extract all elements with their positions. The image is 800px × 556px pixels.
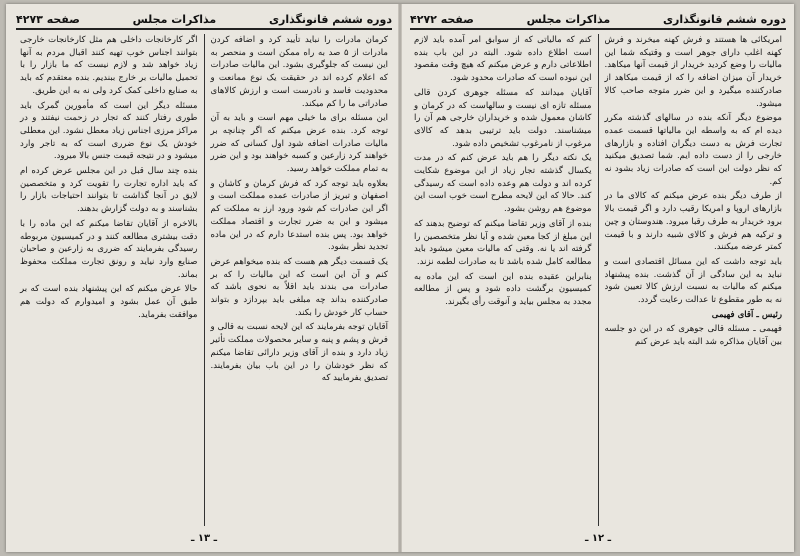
paragraph: این مسئله برای ما خیلی مهم است و باید به آن توجه کرد. بنده عرض میکنم که اگر چنانچه بر مالیات صادرات اضافه شود اول کسانی که ضرر خواهند کرد زارعین و کسبه خواهند بود و این ضرر به تمام مملکت خواهد رسید. bbox=[210, 113, 388, 175]
paragraph: بعلاوه باید توجه کرد که فرش کرمان و کاشان و اصفهان و تبریز از صادرات عمده مملکت است و اگر این صادرات کم شود ورود ارز به مملکت کم میشود و این به ضرر تجارت و اقتصاد مملکت خواهد بود. پس بنده استدعا دارم که در این ماده تجدید نظر بشود. bbox=[210, 178, 388, 253]
text-columns bbox=[410, 34, 786, 526]
paragraph: کنم که مالیاتی که از سوابق امر آمده باید لازم است اطلاع داده شود. البته در این باب بنده اطلاعاتی دارم و عرض میکنم که هیچ وقت مقصود این نبوده است که صادرات محدود شود. bbox=[414, 35, 592, 84]
paragraph: مسئله دیگر این است که مأمورین گمرک باید طوری رفتار کنند که تجار در زحمت نیفتند و در مراکز مرزی اجناس زیاد معطل نشود. این معطلی خودش یک نوع ضرری است که به تاجر وارد میشود و در نتیجه قیمت جنس بالا میرود. bbox=[20, 100, 198, 162]
running-head bbox=[16, 10, 392, 28]
column-left bbox=[410, 34, 596, 526]
publication-title: مذاکرات مجلس bbox=[526, 12, 611, 26]
book-gutter bbox=[398, 4, 402, 552]
paragraph: آقایان میدانند که مسئله جوهری کردن قالی مسئله تازه ای نیست و سالهاست که در کرمان و کاشان معمول شده و خریداران خارجی هم آن را میشناسند. دولت باید ترتیبی بدهد که کالای مرغوب از نامرغوب تشخیص داده شود. bbox=[414, 87, 592, 149]
column-divider bbox=[598, 34, 599, 526]
paragraph: یک نکته دیگر را هم باید عرض کنم که در مدت یکسال گذشته تجار زیاد از این موضوع شکایت کرده اند و دولت هم وعده داده است که رسیدگی کند. حالا که این لایحه مطرح است خوب است این موضوع هم روشن بشود. bbox=[414, 153, 592, 215]
paragraph: حالا عرض میکنم که این پیشنهاد بنده است که بر طبق آن عمل بشود و امیدوارم که دولت هم موافقت بفرماید. bbox=[20, 284, 198, 320]
right-page bbox=[406, 4, 790, 552]
column-divider bbox=[204, 34, 205, 526]
speaker-line: رئیس ـ آقای فهیمی bbox=[711, 309, 782, 320]
page-number: صفحه ۴۲۷۲ bbox=[410, 12, 474, 26]
session-label: دوره ششم قانونگذاری bbox=[662, 12, 786, 26]
document-spread bbox=[6, 4, 794, 552]
column-right bbox=[207, 34, 393, 526]
paragraph: بنابراین عقیده بنده این است که این ماده به کمیسیون برگشت داده شود و پس از مطالعه مجدد به مجلس بیاید و آنوقت رأی بگیرند. bbox=[414, 271, 592, 308]
header-rule bbox=[16, 28, 392, 30]
paragraph: بنده از آقای وزیر تقاضا میکنم که توضیح بدهند که این مبلغ از کجا معین شده و آیا نظر متخصصین را گرفته اند یا نه. وقتی که مالیات معین میشود باید مطالعه کامل شده باشد تا به صادرات لطمه نزند. bbox=[414, 218, 592, 267]
session-label: دوره ششم قانونگذاری bbox=[268, 12, 392, 26]
paragraph: اگر کارخانجات داخلی هم مثل کارخانجات خارجی بتوانند اجناس خوب تهیه کنند اقبال مردم به آنها زیاد خواهد شد و لازم نیست که ما بازار را با تحمیل مالیات بر خارج ببندیم. بنده معتقدم که باید به صنایع داخلی کمک کرد ولی نه به این طریق. bbox=[20, 35, 198, 96]
paragraph: کرمان مادرات را نباید تأیید کرد و اضافه کردن مادرات از ۵ صد به راه ممکن است و منحصر به این نیست که جلوگیری بشود. این مالیات صادرات که اعلام کرده اند در حقیقت یک نوع ممانعت و محدودیت فاسد و نادرست است و ارزش کالاهای صادراتی ما را کم میکند. bbox=[210, 35, 388, 109]
text-columns bbox=[16, 34, 392, 526]
left-page bbox=[12, 4, 396, 552]
page-number: صفحه ۴۲۷۳ bbox=[16, 12, 80, 26]
page-footer: ـ ۱۲ ـ bbox=[584, 533, 612, 544]
header-rule bbox=[410, 28, 786, 30]
paragraph: باید توجه داشت که این مسائل اقتصادی است و نباید به این سادگی از آن گذشت. بنده پیشنهاد میکنم که مالیات به نسبت ارزش کالا تعیین شود نه به طور مقطوع تا عدالت رعایت گردد. bbox=[604, 256, 782, 306]
paragraph: آقایان توجه بفرمایند که این لایحه نسبت به قالی و فرش و پشم و پنبه و سایر محصولات مملکت تأثیر زیاد دارد و بنده از آقای وزیر دارائی تقاضا میکنم که نظر خودشان را در این باب بیان بفرمایند. تصدیق بفرمایید که bbox=[210, 322, 388, 384]
paragraph: فهیمی ـ مسئله قالی جوهری که در این دو جلسه بین آقایان مذاکره شد البته باید عرض کنم bbox=[604, 324, 782, 348]
column-right bbox=[601, 34, 787, 526]
paragraph: موضوع دیگر آنکه بنده در سالهای گذشته مکرر دیده ام که به واسطه این مالیاتها قسمت عمده تجارت فرش به دست دیگران افتاده و بازارهای خارجی را از دست داده ایم. شما تصدیق میکنید که نظر دولت این است که صادرات زیاد بشود نه کم. bbox=[604, 113, 782, 187]
paragraph: بنده چند سال قبل در این مجلس عرض کرده ام که باید اداره تجارت را تقویت کرد و متخصصین لایق در آنجا گذاشت تا بتوانند احتیاجات بازار را بشناسند و به دولت گزارش بدهند. bbox=[20, 166, 198, 215]
paragraph: یک قسمت دیگر هم هست که بنده میخواهم عرض کنم و آن این است که این مالیات را که بر صادرات می بندند باید اقلاً به نحوی باشد که صادرکننده بداند چه مبلغی باید بپردازد و بتواند حساب کار خودش را بکند. bbox=[210, 256, 388, 318]
page-footer: ـ ۱۳ ـ bbox=[190, 533, 218, 544]
paragraph: از طرف دیگر بنده عرض میکنم که کالای ما در بازارهای اروپا و امریکا رقیب دارد و اگر قیمت بالا برود خریدار به طرف رقبا میرود. هندوستان و چین و ترکیه هم فرش و کالای شبیه دارند و با قیمت کمتر عرضه میکنند. bbox=[604, 191, 782, 253]
paragraph: بالاخره از آقایان تقاضا میکنم که این ماده را با دقت بیشتری مطالعه کنند و در کمیسیون مربوطه رسیدگی بفرمایند که ضرری به زارعین و صاحبان صنایع وارد نیاید و رونق تجارت مملکت محفوظ بماند. bbox=[20, 218, 198, 280]
paragraph: امریکائی ها هستند و فرش کهنه میخرند و فرش کهنه اغلب دارای جوهر است و وقتیکه شما این مالیات را وضع کردید خریدار از قیمت آنها میکاهد. خریدار آن میزان اضافه را که از قیمت میکاهد از صادرکننده میگیرد و این ضرر متوجه صاحب کالا میشود. bbox=[604, 35, 782, 109]
publication-title: مذاکرات مجلس bbox=[132, 12, 217, 26]
running-head bbox=[410, 10, 786, 28]
column-left bbox=[16, 34, 202, 526]
